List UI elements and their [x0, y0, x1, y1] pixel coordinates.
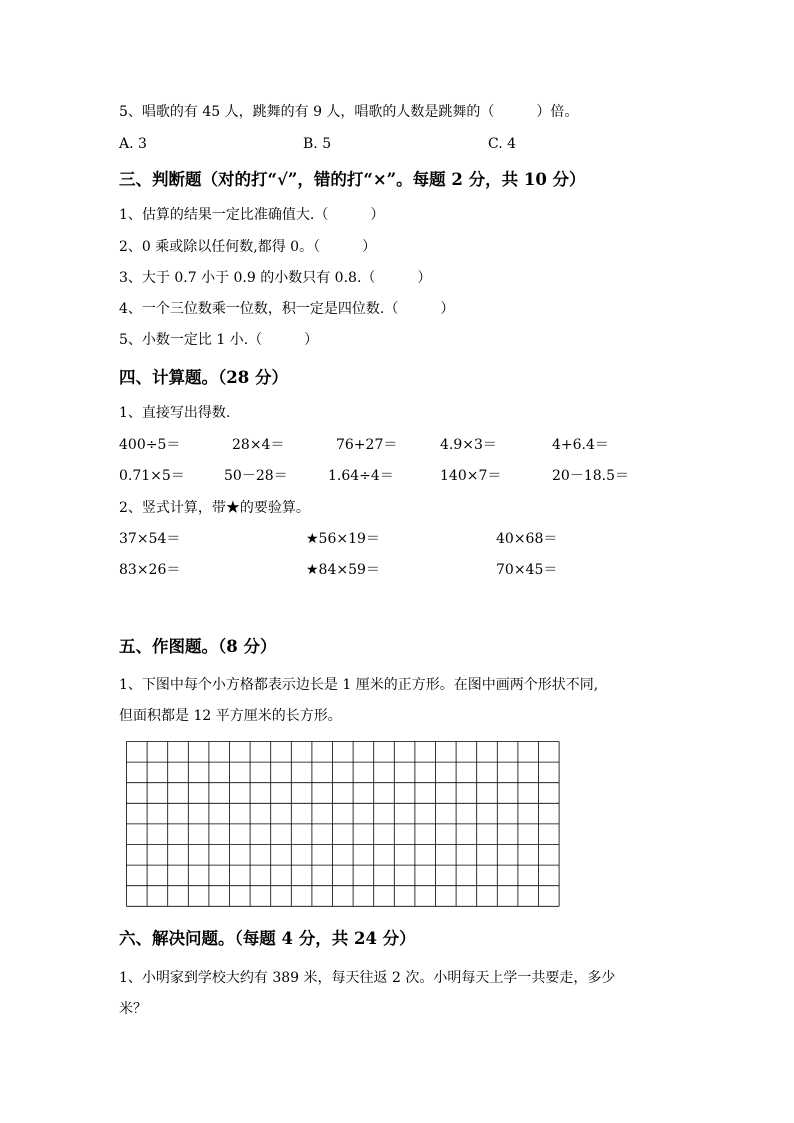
option-c: C. 4 — [488, 136, 517, 152]
section-4-title: 四、计算题。（28 分） — [119, 368, 288, 387]
calc-q1-label: 1、直接写出得数. — [119, 405, 231, 421]
vertical-calc-item: 83×26＝ — [119, 562, 181, 578]
question-5-text: 5、唱歌的有 45 人，跳舞的有 9 人，唱歌的人数是跳舞的（ ）倍。 — [119, 104, 579, 120]
calc-q2-label: 2、竖式计算，带★的要验算。 — [119, 500, 310, 516]
vertical-calc-item: 40×68＝ — [496, 531, 558, 547]
option-a: A. 3 — [119, 136, 147, 152]
judgment-item-2: 2、0 乘或除以任何数,都得 0。（ ） — [119, 239, 377, 255]
drawing-q1-line-2: 但面积都是 12 平方厘米的长方形。 — [119, 708, 342, 724]
calc-item: 4.9×3＝ — [440, 437, 497, 453]
calc-item: 4+6.4＝ — [552, 437, 609, 453]
square-grid[interactable] — [126, 741, 560, 909]
calc-item: 76+27＝ — [336, 437, 398, 453]
judgment-item-3: 3、大于 0.7 小于 0.9 的小数只有 0.8.（ ） — [119, 270, 432, 286]
problem-q1-line-1: 1、小明家到学校大约有 389 米，每天往返 2 次。小明每天上学一共要走，多少 — [119, 970, 616, 986]
section-6-title: 六、解决问题。（每题 4 分，共 24 分） — [119, 929, 416, 948]
vertical-calc-item: ★84×59＝ — [306, 562, 380, 578]
vertical-calc-item: 70×45＝ — [496, 562, 558, 578]
option-b: B. 5 — [303, 136, 332, 152]
drawing-q1-line-1: 1、下图中每个小方格都表示边长是 1 厘米的正方形。在图中画两个形状不同, — [119, 677, 599, 693]
vertical-calc-item: ★56×19＝ — [306, 531, 380, 547]
section-5-title: 五、作图题。（8 分） — [119, 637, 277, 656]
calc-item: 0.71×5＝ — [119, 468, 185, 484]
vertical-calc-item: 37×54＝ — [119, 531, 181, 547]
calc-item: 50－28＝ — [224, 468, 288, 484]
calc-item: 1.64÷4＝ — [328, 468, 394, 484]
calc-item: 400÷5＝ — [119, 437, 181, 453]
section-3-title: 三、判断题（对的打“√”，错的打“×”。每题 2 分，共 10 分） — [119, 170, 586, 189]
calc-item: 28×4＝ — [232, 437, 285, 453]
calc-item: 20－18.5＝ — [552, 468, 629, 484]
judgment-item-5: 5、小数一定比 1 小.（ ） — [119, 332, 319, 348]
calc-item: 140×7＝ — [440, 468, 502, 484]
judgment-item-1: 1、估算的结果一定比准确值大.（ ） — [119, 207, 385, 223]
judgment-item-4: 4、一个三位数乘一位数，积一定是四位数.（ ） — [119, 301, 455, 317]
problem-q1-line-2: 米？ — [119, 1001, 147, 1017]
